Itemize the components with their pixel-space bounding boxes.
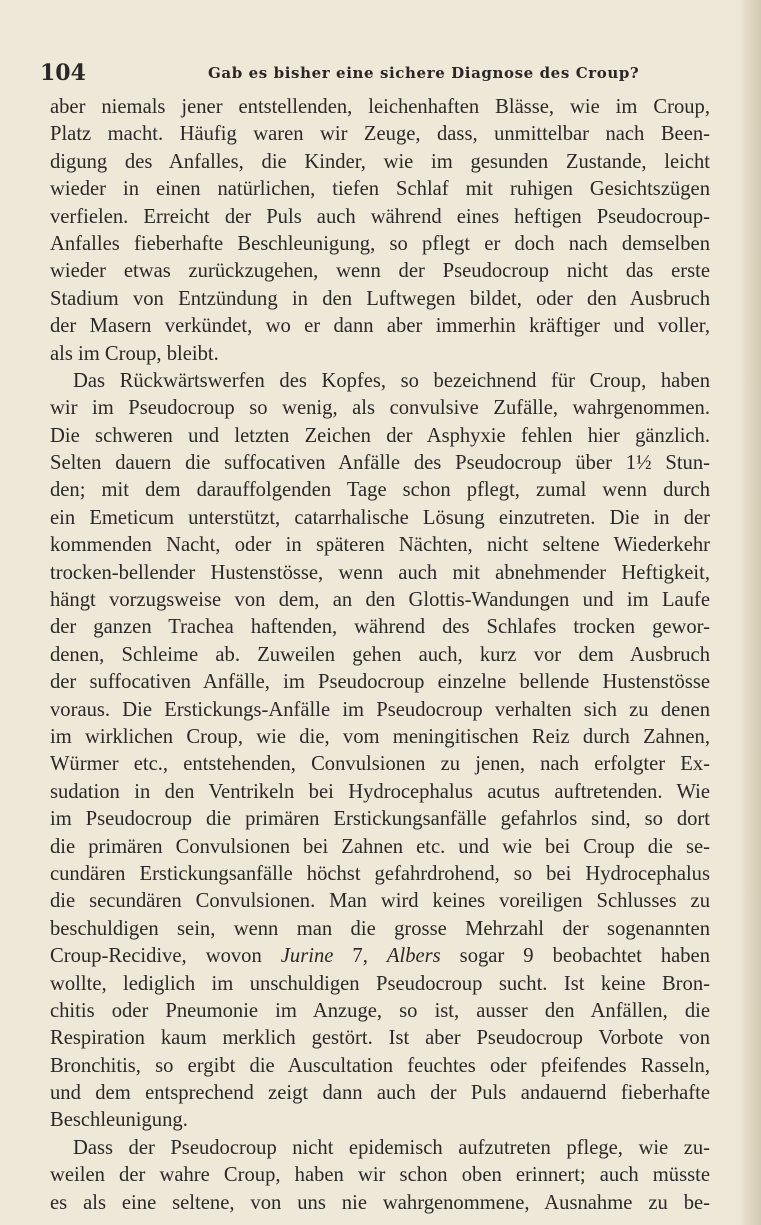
author-albers: Albers	[386, 945, 441, 968]
text-line: verfielen. Erreicht der Puls auch während eines heftigen Pseudocroup-	[50, 205, 710, 228]
text-line: es als eine seltene, von uns nie wahrgenommene, Ausnahme zu be-	[50, 1191, 710, 1214]
text-line: die primären Convulsionen bei Zahnen etc. und wie bei Croup die se-	[50, 835, 710, 858]
text-line: Platz macht. Häufig waren wir Zeuge, dass, unmittelbar nach Been-	[50, 123, 710, 146]
paragraph-start-line: Dass der Pseudocroup nicht epidemisch aufzutreten pflege, wie zu-	[73, 1136, 710, 1159]
text-line: Bronchitis, so ergibt die Auscultation feuchtes oder pfeifendes Rasseln,	[50, 1054, 710, 1077]
text-line: hängt vorzugsweise von dem, an den Glottis-Wandungen und im Laufe	[50, 589, 710, 612]
text-line: der ganzen Trachea haftenden, während des Schlafes trocken gewor-	[50, 616, 710, 639]
body-text	[50, 94, 710, 1217]
text-line: cundären Erstickungsanfälle höchst gefahrdrohend, so bei Hydrocephalus	[50, 862, 710, 885]
text-line: der Masern verkündet, wo er dann aber immerhin kräftiger und voller,	[50, 315, 710, 338]
text-line: ein Emeticum unterstützt, catarrhalische Lösung einzutreten. Die in der	[50, 506, 710, 529]
text-line: Selten dauern die suffocativen Anfälle des Pseudocroup über 1½ Stun-	[50, 452, 710, 475]
text-line: im Pseudocroup die primären Erstickungsanfälle gefahrlos sind, so dort	[50, 808, 710, 831]
text-line: weilen der wahre Croup, haben wir schon oben erinnert; auch müsste	[50, 1164, 710, 1187]
text-line: im wirklichen Croup, wie die, vom meningitischen Reiz durch Zahnen,	[50, 725, 710, 748]
citation-text-before: Croup-Recidive, wovon	[50, 945, 281, 968]
page-edge-shadow	[739, 0, 761, 1225]
paragraph-end-line: Beschleunigung.	[50, 1109, 188, 1132]
text-line: wir im Pseudocroup so wenig, als convulsive Zufälle, wahrgenommen.	[50, 397, 710, 420]
text-line: wollte, lediglich im unschuldigen Pseudocroup sucht. Ist keine Bron-	[50, 972, 710, 995]
citation-text-mid: 7,	[333, 945, 387, 968]
page-header	[40, 60, 720, 90]
text-line: kommenden Nacht, oder in späteren Nächten, nicht seltene Wiederkehr	[50, 534, 710, 557]
running-head: Gab es bisher eine sichere Diagnose des Croup?	[208, 64, 640, 82]
citation-text-after: sogar 9 beobachtet haben	[440, 945, 710, 968]
text-line: Die schweren und letzten Zeichen der Asphyxie fehlen hier gänzlich.	[50, 424, 710, 447]
text-line: Würmer etc., entstehenden, Convulsionen zu jenen, nach erfolgter Ex-	[50, 753, 710, 776]
paragraph-end-line: als im Croup, bleibt.	[50, 342, 219, 365]
text-line: und dem entsprechend zeigt dann auch der Puls andauernd fieberhafte	[50, 1082, 710, 1105]
paragraph-start-line: Das Rückwärtswerfen des Kopfes, so bezeichnend für Croup, haben	[73, 369, 710, 392]
author-jurine: Jurine	[280, 945, 334, 968]
text-line: wieder etwas zurückzugehen, wenn der Pseudocroup nicht das erste	[50, 260, 710, 283]
text-line-with-citations	[50, 943, 710, 970]
text-line: wieder in einen natürlichen, tiefen Schlaf mit ruhigen Gesichtszügen	[50, 178, 710, 201]
text-line: die secundären Convulsionen. Man wird keines voreiligen Schlusses zu	[50, 890, 710, 913]
text-line: den; mit dem darauffolgenden Tage schon pflegt, zumal wenn durch	[50, 479, 710, 502]
text-line: chitis oder Pneumonie im Anzuge, so ist, ausser den Anfällen, die	[50, 999, 710, 1022]
text-line: Respiration kaum merklich gestört. Ist aber Pseudocroup Vorbote von	[50, 1027, 710, 1050]
text-line: der suffocativen Anfälle, im Pseudocroup einzelne bellende Hustenstösse	[50, 671, 710, 694]
text-line: sudation in den Ventrikeln bei Hydrocephalus acutus auftretenden. Wie	[50, 780, 710, 803]
text-line: voraus. Die Erstickungs-Anfälle im Pseudocroup verhalten sich zu denen	[50, 698, 710, 721]
text-line: trocken-bellender Hustenstösse, wenn auch mit abnehmender Heftigkeit,	[50, 561, 710, 584]
text-line: digung des Anfalles, die Kinder, wie im gesunden Zustande, leicht	[50, 150, 710, 173]
text-line: aber niemals jener entstellenden, leichenhaften Blässe, wie im Croup,	[50, 96, 710, 118]
text-line: Anfalles fieberhafte Beschleunigung, so pflegt er doch nach demselben	[50, 232, 710, 255]
text-line: beschuldigen sein, wenn man die grosse Mehrzahl der sogenannten	[50, 917, 710, 940]
page-number: 104	[40, 60, 86, 86]
text-line: denen, Schleime ab. Zuweilen gehen auch, kurz vor dem Ausbruch	[50, 643, 710, 666]
text-line: Stadium von Entzündung in den Luftwegen bildet, oder den Ausbruch	[50, 287, 710, 310]
